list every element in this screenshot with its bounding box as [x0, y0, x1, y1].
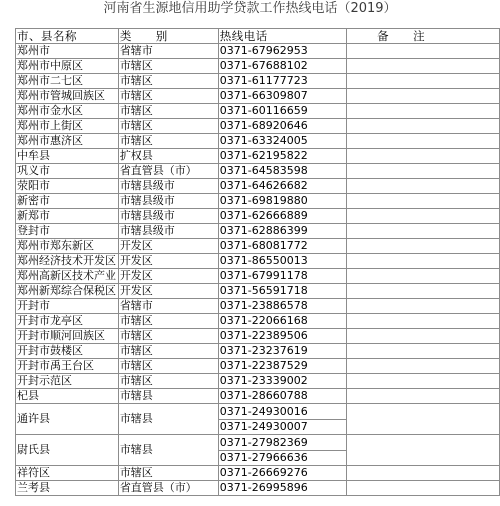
header-name: 市、县名称 [16, 29, 119, 44]
cell-phone: 0371-23886578 [218, 299, 346, 314]
table-row [16, 179, 500, 194]
cell-phone: 0371-62666889 [218, 209, 346, 224]
cell-phone: 0371-23237619 [218, 344, 346, 359]
cell-note [347, 344, 500, 359]
table-row [16, 44, 500, 59]
cell-name: 登封市 [16, 224, 119, 239]
cell-phone: 0371-62886399 [218, 224, 346, 239]
cell-note [347, 119, 500, 134]
cell-phone: 0371-64626682 [218, 179, 346, 194]
cell-name: 祥符区 [16, 466, 119, 481]
table-row [16, 466, 500, 481]
cell-type: 市辖区 [118, 89, 218, 104]
cell-type: 市辖区 [118, 359, 218, 374]
cell-name: 通许县 [16, 404, 119, 435]
cell-note [347, 74, 500, 89]
table-row [16, 254, 500, 269]
table-row [16, 329, 500, 344]
cell-name: 郑州市 [16, 44, 119, 59]
cell-name: 开封市顺河回族区 [16, 329, 119, 344]
cell-note [347, 164, 500, 179]
cell-name: 郑州市中原区 [16, 59, 119, 74]
cell-note [347, 254, 500, 269]
cell-note [347, 404, 500, 435]
cell-name: 新郑市 [16, 209, 119, 224]
cell-note [347, 44, 500, 59]
cell-note [347, 481, 500, 496]
cell-type: 市辖区 [118, 59, 218, 74]
cell-name: 开封市禹王台区 [16, 359, 119, 374]
cell-name: 开封市龙亭区 [16, 314, 119, 329]
hotline-table-body [16, 29, 500, 496]
table-row [16, 299, 500, 314]
cell-type: 市辖区 [118, 466, 218, 481]
cell-phone: 0371-67962953 [218, 44, 346, 59]
table-row [16, 284, 500, 299]
table-row [16, 119, 500, 134]
cell-type: 市辖区 [118, 329, 218, 344]
cell-phone [218, 404, 346, 435]
cell-phone: 0371-22066168 [218, 314, 346, 329]
cell-note [347, 329, 500, 344]
cell-phone: 0371-23339002 [218, 374, 346, 389]
phone-number: 0371-27982369 [219, 435, 308, 449]
table-row [16, 435, 500, 466]
cell-phone: 0371-62195822 [218, 149, 346, 164]
table-row [16, 359, 500, 374]
cell-name: 兰考县 [16, 481, 119, 496]
phone-number: 0371-24930016 [219, 404, 308, 418]
cell-type: 市辖区 [118, 344, 218, 359]
cell-type: 市辖区 [118, 74, 218, 89]
cell-type: 市辖县级市 [118, 224, 218, 239]
table-row [16, 374, 500, 389]
table-row [16, 209, 500, 224]
cell-note [347, 179, 500, 194]
cell-type: 市辖区 [118, 314, 218, 329]
cell-phone: 0371-63324005 [218, 134, 346, 149]
table-row [16, 269, 500, 284]
header-phone: 热线电话 [218, 29, 346, 44]
table-row [16, 194, 500, 209]
hotline-table [15, 28, 500, 496]
cell-type: 开发区 [118, 269, 218, 284]
cell-phone: 0371-66309807 [218, 89, 346, 104]
table-row [16, 74, 500, 89]
cell-name: 郑州市惠济区 [16, 134, 119, 149]
table-row [16, 89, 500, 104]
table-row [16, 389, 500, 404]
cell-type: 省辖市 [118, 44, 218, 59]
cell-phone: 0371-26669276 [218, 466, 346, 481]
header-type: 类 别 [118, 29, 218, 44]
cell-type: 开发区 [118, 254, 218, 269]
cell-type: 市辖县 [118, 389, 218, 404]
cell-note [347, 389, 500, 404]
cell-type: 市辖县级市 [118, 194, 218, 209]
table-header-row [16, 29, 500, 44]
cell-name: 郑州市二七区 [16, 74, 119, 89]
cell-type: 市辖区 [118, 104, 218, 119]
table-row [16, 224, 500, 239]
cell-note [347, 435, 500, 466]
cell-note [347, 209, 500, 224]
cell-note [347, 284, 500, 299]
table-row [16, 134, 500, 149]
cell-note [347, 149, 500, 164]
cell-note [347, 224, 500, 239]
cell-name: 荥阳市 [16, 179, 119, 194]
cell-phone: 0371-61177723 [218, 74, 346, 89]
cell-phone: 0371-26995896 [218, 481, 346, 496]
cell-type: 市辖区 [118, 374, 218, 389]
cell-note [347, 239, 500, 254]
cell-name: 郑州经济技术开发区 [16, 254, 119, 269]
cell-note [347, 269, 500, 284]
table-row [16, 239, 500, 254]
cell-name: 新密市 [16, 194, 119, 209]
cell-name: 郑州市管城回族区 [16, 89, 119, 104]
cell-type: 开发区 [118, 284, 218, 299]
cell-name: 杞县 [16, 389, 119, 404]
cell-name: 巩义市 [16, 164, 119, 179]
cell-name: 尉氏县 [16, 435, 119, 466]
cell-type: 市辖县级市 [118, 209, 218, 224]
cell-phone: 0371-22387529 [218, 359, 346, 374]
table-row [16, 164, 500, 179]
cell-name: 开封市鼓楼区 [16, 344, 119, 359]
cell-type: 省辖市 [118, 299, 218, 314]
cell-note [347, 104, 500, 119]
document-title: 河南省生源地信用助学贷款工作热线电话（2019） [103, 1, 397, 16]
table-row [16, 149, 500, 164]
cell-phone: 0371-69819880 [218, 194, 346, 209]
cell-phone: 0371-56591718 [218, 284, 346, 299]
table-row [16, 404, 500, 435]
cell-note [347, 194, 500, 209]
table-row [16, 481, 500, 496]
cell-name: 郑州新郑综合保税区 [16, 284, 119, 299]
cell-type: 省直管县（市） [118, 164, 218, 179]
cell-type: 市辖县 [118, 404, 218, 435]
phone-number: 0371-24930007 [219, 419, 346, 434]
cell-phone: 0371-68081772 [218, 239, 346, 254]
cell-type: 市辖区 [118, 119, 218, 134]
cell-name: 中牟县 [16, 149, 119, 164]
cell-name: 郑州市郑东新区 [16, 239, 119, 254]
cell-name: 郑州高新区技术产业 [16, 269, 119, 284]
table-row [16, 104, 500, 119]
cell-note [347, 314, 500, 329]
cell-note [347, 89, 500, 104]
cell-type: 开发区 [118, 239, 218, 254]
cell-phone: 0371-22389506 [218, 329, 346, 344]
table-row [16, 59, 500, 74]
cell-note [347, 374, 500, 389]
cell-note [347, 134, 500, 149]
cell-type: 扩权县 [118, 149, 218, 164]
cell-phone [218, 435, 346, 466]
cell-note [347, 299, 500, 314]
cell-note [347, 359, 500, 374]
cell-type: 市辖县级市 [118, 179, 218, 194]
cell-note [347, 466, 500, 481]
phone-number: 0371-27966636 [219, 450, 346, 465]
cell-name: 郑州市上街区 [16, 119, 119, 134]
cell-phone: 0371-28660788 [218, 389, 346, 404]
cell-phone: 0371-68920646 [218, 119, 346, 134]
cell-name: 郑州市金水区 [16, 104, 119, 119]
cell-note [347, 59, 500, 74]
table-row [16, 344, 500, 359]
cell-type: 市辖县 [118, 435, 218, 466]
cell-name: 开封市 [16, 299, 119, 314]
table-row [16, 314, 500, 329]
cell-phone: 0371-64583598 [218, 164, 346, 179]
cell-phone: 0371-86550013 [218, 254, 346, 269]
cell-phone: 0371-60116659 [218, 104, 346, 119]
header-note: 备 注 [347, 29, 500, 44]
cell-type: 市辖区 [118, 134, 218, 149]
cell-phone: 0371-67688102 [218, 59, 346, 74]
cell-phone: 0371-67991178 [218, 269, 346, 284]
cell-type: 省直管县（市） [118, 481, 218, 496]
cell-name: 开封示范区 [16, 374, 119, 389]
